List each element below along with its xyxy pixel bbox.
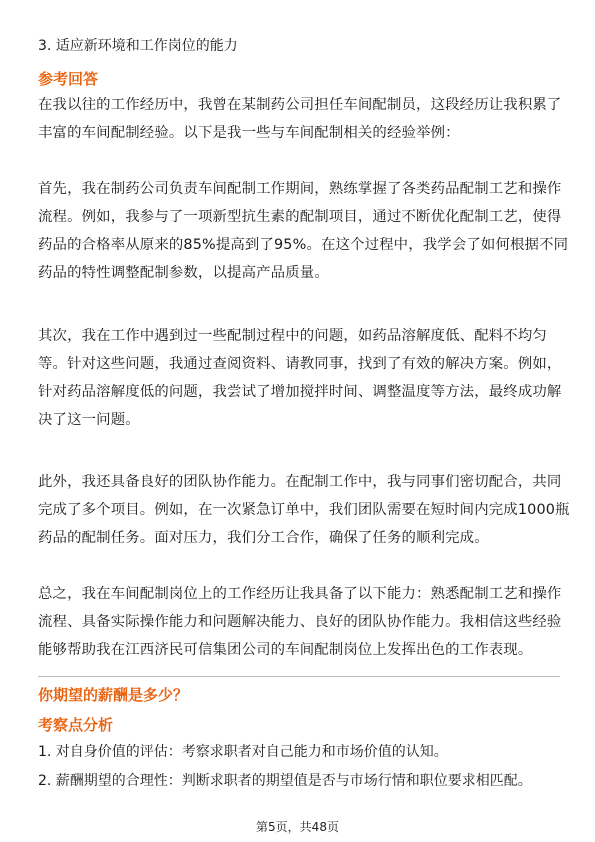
paragraph-line: 首先，我在制药公司负责车间配制工作期间，熟练掌握了各类药品配制工艺和操作 [38,181,562,197]
section-divider [38,676,560,677]
page-number-footer: 第5页，共48页 [256,820,339,834]
paragraph-line: 完成了多个项目。例如，在一次紧急订单中，我们团队需要在短时间内完成1000瓶 [38,502,570,518]
paragraph-line: 药品的配制任务。面对压力，我们分工合作，确保了任务的顺利完成。 [38,530,489,546]
answer-paragraph-2 [38,175,569,287]
paragraph-line: 丰富的车间配制经验。以下是我一些与车间配制相关的经验举例： [38,125,460,141]
paragraph-line: 能够帮助我在江西济民可信集团公司的车间配制岗位上发挥出色的工作表现。 [38,642,533,658]
paragraph-line: 此外，我还具备良好的团队协作能力。在配制工作中，我与同事们密切配合，共同 [38,474,562,490]
answer-paragraph-3 [38,322,560,434]
paragraph-line: 其次，我在工作中遇到过一些配制过程中的问题，如药品溶解度低、配料不均匀 [38,328,547,344]
answer-heading: 参考回答 [38,70,99,88]
question-heading: 你期望的薪酬是多少？ [38,686,189,704]
paragraph-line: 药品的特性调整配制参数，以提高产品质量。 [38,265,329,281]
paragraph-line: 等。针对这些问题，我通过查阅资料、请教同事，找到了有效的解决方案。例如， [38,356,562,372]
paragraph-line: 决了这一问题。 [38,412,140,428]
analysis-item-1: 1. 对自身价值的评估：考察求职者对自己能力和市场价值的认知。 [38,744,448,760]
paragraph-line: 在我以往的工作经历中，我曾在某制药公司担任车间配制员，这段经历让我积累了 [38,97,562,113]
section-item-3: 3. 适应新环境和工作岗位的能力 [38,38,238,54]
paragraph-line: 针对药品溶解度低的问题，我尝试了增加搅拌时间、调整温度等方法，最终成功解 [38,384,562,400]
answer-paragraph-5 [38,580,560,664]
answer-paragraph-1 [38,91,560,147]
paragraph-line: 总之，我在车间配制岗位上的工作经历让我具备了以下能力：熟悉配制工艺和操作 [38,586,562,602]
paragraph-line: 流程、具备实际操作能力和问题解决能力、良好的团队协作能力。我相信这些经验 [38,614,562,630]
paragraph-line: 流程。例如，我参与了一项新型抗生素的配制项目，通过不断优化配制工艺，使得 [38,209,562,225]
analysis-heading: 考察点分析 [38,716,114,734]
paragraph-line: 药品的合格率从原来的85%提高到了95%。在这个过程中，我学会了如何根据不同 [38,237,569,253]
answer-paragraph-4 [38,468,570,552]
analysis-item-2: 2. 薪酬期望的合理性：判断求职者的期望值是否与市场行情和职位要求相匹配。 [38,773,532,789]
